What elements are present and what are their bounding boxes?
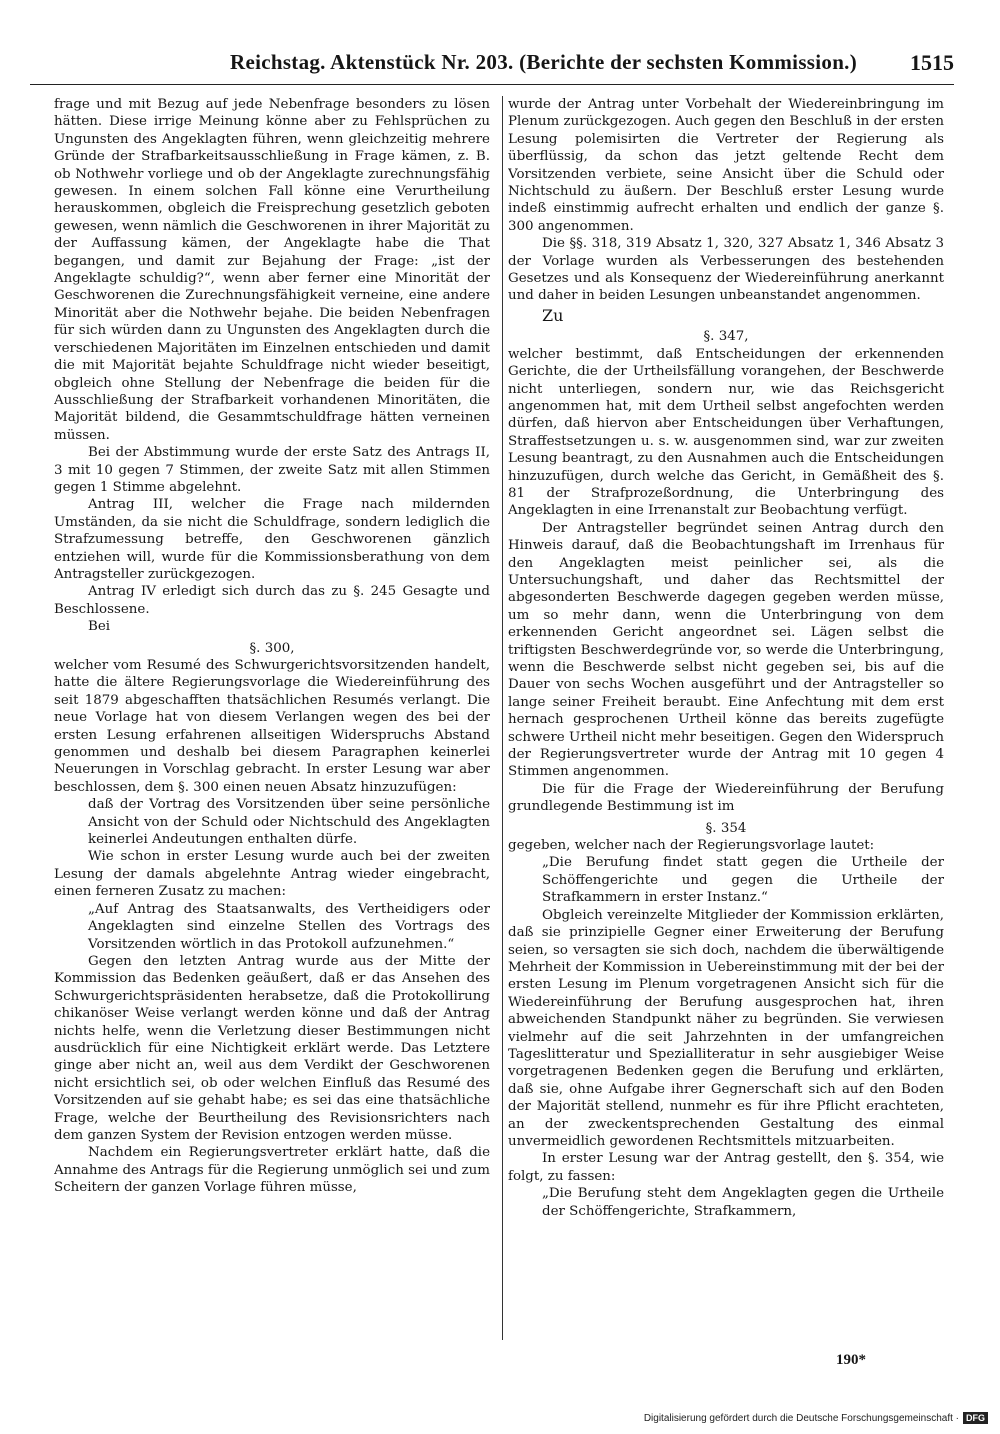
page-number: 1515 xyxy=(910,50,954,75)
paragraph: Gegen den letzten Antrag wurde aus der Mitte der Kommission das Bedenken geäußert, daß er das Ansehen des Schwurgerichtspräsidenten herabsetze, daß die Protokollirung chikanöser Weise verlangt werden könne und daß der Antrag nichts helfe, wenn die Verletzung dieser Bestimmungen nicht ausdrücklich für eine Nichtigkeit erklärt werde. Das Letztere ginge aber nicht an, weil aus dem Verdikt der Geschworenen nicht ersichtlich sei, ob oder welchen Einfluß das Resumé des Vorsitzenden auf sie gehabt habe; es sei das eine thatsächliche Frage, welche der Beurtheilung des Revisionsrichters nach dem ganzen System der Revision entzogen werden müsse. xyxy=(54,953,490,1143)
paragraph: gegeben, welcher nach der Regierungsvorlage lautet: xyxy=(508,838,875,854)
column-separator xyxy=(502,96,503,1340)
paragraph: „Die Berufung findet statt gegen die Urtheile der Schöffengerichte und gegen die Urtheile der Strafkammern in erster Instanz.“ xyxy=(542,855,944,906)
paragraph: „Auf Antrag des Staatsanwalts, des Vertheidigers oder Angeklagten sind einzelne Stellen des Vortrags des Vorsitzenden wörtlich in das Protokoll aufzunehmen.“ xyxy=(88,901,490,952)
paragraph: Antrag IV erledigt sich durch das zu §. 245 Gesagte und Beschlossene. xyxy=(54,584,490,617)
section-heading: §. 347, xyxy=(703,329,749,345)
section-heading: §. 300, xyxy=(249,640,295,656)
paragraph: Der Antragsteller begründet seinen Antrag durch den Hinweis darauf, daß die Beobachtungshaft im Irrenhaus für den Angeklagten meist peinlicher sei, als die Untersuchungshaft, und daher das Rechtsmittel der abgesonderten Beschwerde dagegen gegeben werden müsse, um so mehr dann, wenn die Unterbringung von dem erkennenden Gericht angeordnet sei. Lägen selbst die triftigsten Beschwerdegründe vor, so werde die Unterbringung, wenn die Beschwerde selbst nicht gegeben sei, bis auf die Dauer von sechs Wochen ausgeführt und der Antragsteller so lange seiner Freiheit beraubt. Eine Anfechtung mit dem erst hernach gesprochenen Urtheil könne das bereits zugefügte schwere Urtheil nicht mehr beseitigen. Gegen den Widerspruch der Regierungsvertreter wurde der Antrag mit 10 gegen 4 Stimmen angenommen. xyxy=(508,520,944,780)
header-rule xyxy=(30,84,954,85)
right-column xyxy=(508,96,944,1346)
footer-text: Digitalisierung gefördert durch die Deutsche Forschungsgemeinschaft · xyxy=(643,1412,959,1424)
left-column xyxy=(54,96,490,1346)
paragraph: In erster Lesung war der Antrag gestellt, den §. 354, wie folgt, zu fassen: xyxy=(508,1151,944,1184)
paragraph: Die für die Frage der Wiedereinführung der Berufung grundlegende Bestimmung ist im xyxy=(508,781,944,815)
paragraph: wurde der Antrag unter Vorbehalt der Wiedereinbringung im Plenum zurückgezogen. Auch gegen den Beschluß in der ersten Lesung polemisirten die Vertreter der Regierung als überflüssig, da schon das jetzt geltende Recht dem Vorsitzenden verbiete, seine Ansicht über die Schuld oder Nichtschuld zu äußern. Der Beschluß erster Lesung wurde indeß einstimmig aufrecht erhalten und endlich der ganze §. 300 angenommen. xyxy=(508,97,944,234)
paragraph: daß der Vortrag des Vorsitzenden über seine persönliche Ansicht von der Schuld oder Nichtschuld des Angeklagten keinerlei Andeutungen enthalten dürfe. xyxy=(88,797,490,848)
paragraph: Bei der Abstimmung wurde der erste Satz des Antrags II, 3 mit 10 gegen 7 Stimmen, der zweite Satz mit allen Stimmen gegen 1 Stimme abgelehnt. xyxy=(54,445,490,495)
section-heading: §. 354 xyxy=(705,820,747,836)
paragraph: welcher bestimmt, daß Entscheidungen der erkennenden Gerichte, die der Urtheilsfällung vorangehen, der Beschwerde nicht unterliegen, sondern nur, wie das Reichsgericht angenommen hat, mit dem Urtheil selbst angefochten werden dürfen, daß hiervon aber Entscheidungen über Verhaftungen, Straffestsetzungen u. s. w. ausgenommen sind, war zur zweiten Lesung beantragt, zu den Ausnahmen auch die Entscheidungen hinzuzufügen, durch welche das Gericht, in Gemäßheit des §. 81 der Strafprozeßordnung, die Unterbringung des Angeklagten in eine Irrenanstalt zur Beobachtung verfügt. xyxy=(508,346,944,519)
paragraph: Nachdem ein Regierungsvertreter erklärt hatte, daß die Annahme des Antrags für die Regierung unmöglich sei und zum Scheitern der ganzen Vorlage führen müsse, xyxy=(54,1145,490,1196)
paragraph: frage und mit Bezug auf jede Nebenfrage besonders zu lösen hätten. Diese irrige Meinung könne aber zu Fehlsprüchen zu Ungunsten des Angeklagten führen, wenn gleichzeitig mehrere Gründe der Strafbarkeitsausschließung in Frage kämen, z. B. ob Nothwehr vorliege und ob der Angeklagte zurechnungsfähig gewesen. In einem solchen Fall könne eine Verurtheilung herauskommen, obgleich die Freisprechung gesetzlich geboten gewesen, wenn nämlich die Geschworenen in ihrer Majorität zu der Auffassung kämen, der Angeklagte habe die That begangen, und damit zur Bejahung der Frage: „ist der Angeklagte schuldig?“, wenn aber ferner eine Minorität der Geschworenen die Zurechnungsfähigkeit verneine, eine andere Minorität aber die Nothwehr bejahe. Die beiden Nebenfragen für sich würden dann zu Ungunsten des Angeklagten durch die verschiedenen Majoritäten im Einzelnen entschieden und damit die mit Majorität bejahte Schuldfrage nicht wieder beseitigt, obgleich ohne Stellung der Nebenfrage die beiden für die Ausschließung der Strafbarkeit vorhandenen Minoritäten, die Majorität bildend, die Gesammtschuldfrage hätten verneinen müssen. xyxy=(54,97,490,443)
paragraph: Obgleich vereinzelte Mitglieder der Kommission erklärten, daß sie prinzipielle Gegner einer Erweiterung der Berufung seien, so versagten sie sich doch, nachdem die überwältigende Mehrheit der Kommission in Uebereinstimmung mit der bei der ersten Lesung im Plenum vorgetragenen Ansicht sich für die Wiedereinführung der Berufung ausgesprochen hat, ihren abweichenden Standpunkt näher zu begründen. Sie verwiesen vielmehr auf die seit Jahrzehnten in der umfangreichen Tageslitteratur und Spezialliteratur in sehr ausgiebiger Weise vorgetragenen Bedenken gegen die Berufung und erklärten, daß sie, ohne Aufgabe ihrer Gegnerschaft sich auf den Boden der Majorität stellend, nunmehr es für ihre Pflicht erachteten, an der zweckentsprechenden Gestaltung des einmal unvermeidlich gewordenen Rechtsmittels mitzuarbeiten. xyxy=(508,907,944,1149)
running-header xyxy=(30,46,954,86)
paragraph: Zu xyxy=(542,305,564,325)
header-title: Reichstag. Aktenstück Nr. 203. (Berichte der sechsten Kommission.) xyxy=(230,50,858,74)
sheet-number: 190* xyxy=(836,1352,866,1368)
paragraph: welcher vom Resumé des Schwurgerichtsvorsitzenden handelt, hatte die ältere Regierungsvorlage die Wiedereinführung des seit 1879 abgeschafften thatsächlichen Resumés verlangt. Die neue Vorlage hat von diesem Verlangen wegen des bei der ersten Lesung erfahrenen allseitigen Widerspruchs Abstand genommen und deshalb bei diesem Paragraphen keinerlei Neuerungen in Vorschlag gebracht. In erster Lesung war aber beschlossen, dem §. 300 einen neuen Absatz hinzuzufügen: xyxy=(54,658,490,795)
paragraph: Wie schon in erster Lesung wurde auch bei der zweiten Lesung der damals abgelehnte Antrag wieder eingebracht, einen ferneren Zusatz zu machen: xyxy=(54,849,490,900)
footer-credit xyxy=(644,1412,988,1424)
paragraph: Antrag III, welcher die Frage nach mildernden Umständen, da sie nicht die Schuldfrage, sondern lediglich die Strafzumessung betreffe, den Geschworenen gänzlich entziehen will, wurde für die Kommissionsberathung von dem Antragsteller zurückgezogen. xyxy=(54,497,490,582)
paragraph: „Die Berufung steht dem Angeklagten gegen die Urtheile der Schöffengerichte, Strafkammern, xyxy=(542,1186,944,1219)
paragraph: Die §§. 318, 319 Absatz 1, 320, 327 Absatz 1, 346 Absatz 3 der Vorlage wurden als Verbesserungen des bestehenden Gesetzes und als Konsequenz der Wiedereinführung anerkannt und daher in beiden Lesungen unbeanstandet angenommen. xyxy=(508,236,944,304)
paragraph: Bei xyxy=(88,619,111,635)
dfg-logo: DFG xyxy=(963,1412,988,1424)
